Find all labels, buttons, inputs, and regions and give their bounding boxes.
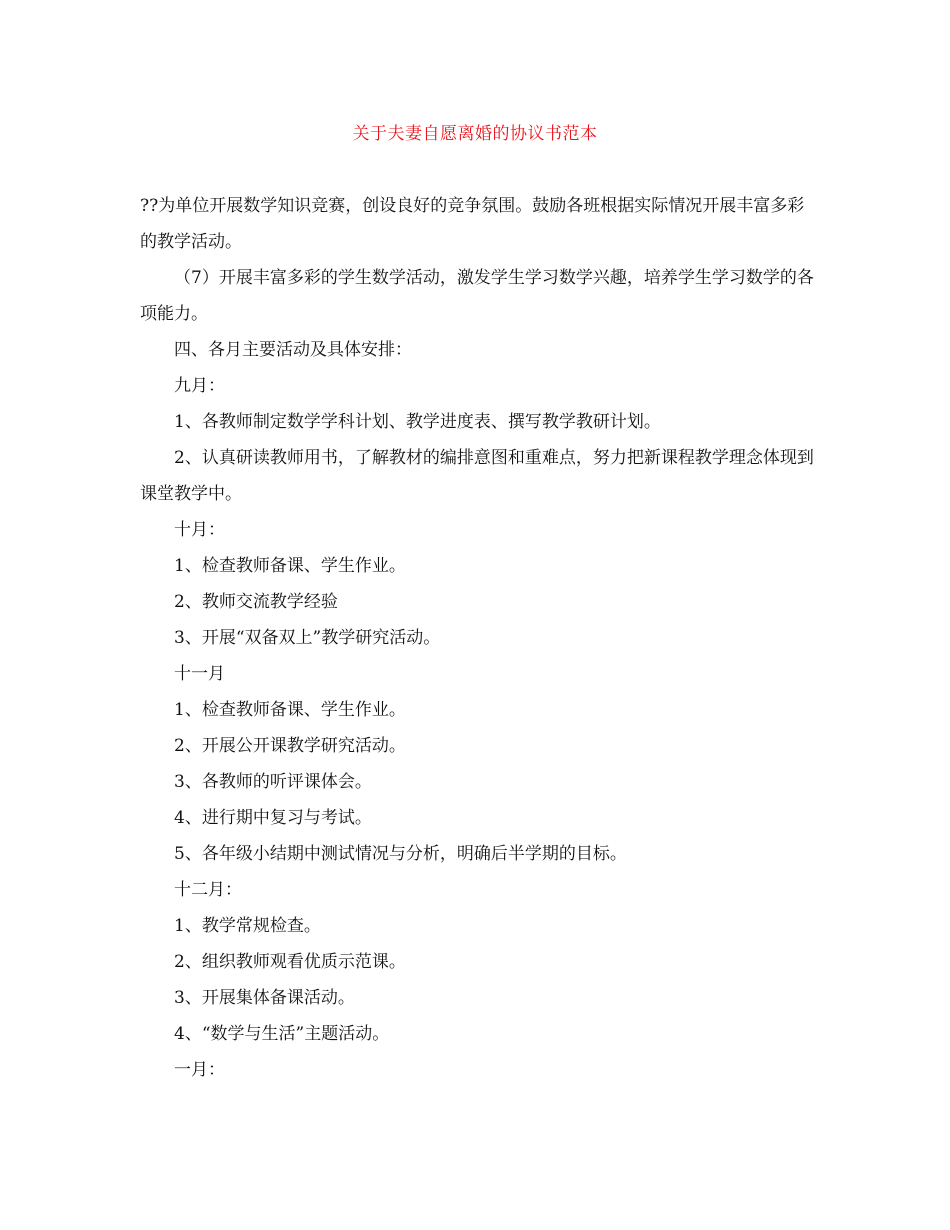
list-item: 3、各教师的听评课体会。 (174, 772, 372, 792)
month-heading: 十一月 (174, 664, 225, 684)
month-heading: 十月： (174, 520, 225, 540)
list-item: 3、开展“双备双上”教学研究活动。 (174, 628, 441, 648)
paragraph: ??为单位开展数学知识竞赛，创设良好的竞争氛围。鼓励各班根据实际情况开展丰富多彩的教学活动。 (140, 196, 805, 252)
list-item: 1、各教师制定数学学科计划、教学进度表、撰写教学教研计划。 (174, 412, 661, 432)
list-item: 2、教师交流教学经验 (174, 592, 338, 612)
list-item: 2、开展公开课教学研究活动。 (174, 736, 406, 756)
list-item: 1、教学常规检查。 (174, 916, 321, 936)
list-item: 5、各年级小结期中测试情况与分析，明确后半学期的目标。 (174, 844, 627, 864)
month-heading: 十二月： (174, 880, 242, 900)
list-item: 2、认真研读教师用书，了解教材的编排意图和重难点，努力把新课程教学理念体现到课堂教学中。 (140, 448, 814, 504)
section-heading: 四、各月主要活动及具体安排： (174, 340, 412, 360)
list-item: 1、检查教师备课、学生作业。 (174, 700, 406, 720)
paragraph: （7）开展丰富多彩的学生数学活动，激发学生学习数学兴趣，培养学生学习数学的各项能力。 (140, 268, 814, 324)
list-item: 4、“数学与生活”主题活动。 (174, 1024, 390, 1044)
month-heading: 一月： (174, 1060, 225, 1080)
document-body (140, 188, 820, 1088)
list-item: 4、进行期中复习与考试。 (174, 808, 372, 828)
document-title: 关于夫妻自愿离婚的协议书范本 (352, 124, 598, 144)
list-item: 2、组织教师观看优质示范课。 (174, 952, 406, 972)
month-heading: 九月： (174, 376, 225, 396)
list-item: 3、开展集体备课活动。 (174, 988, 355, 1008)
list-item: 1、检查教师备课、学生作业。 (174, 556, 406, 576)
